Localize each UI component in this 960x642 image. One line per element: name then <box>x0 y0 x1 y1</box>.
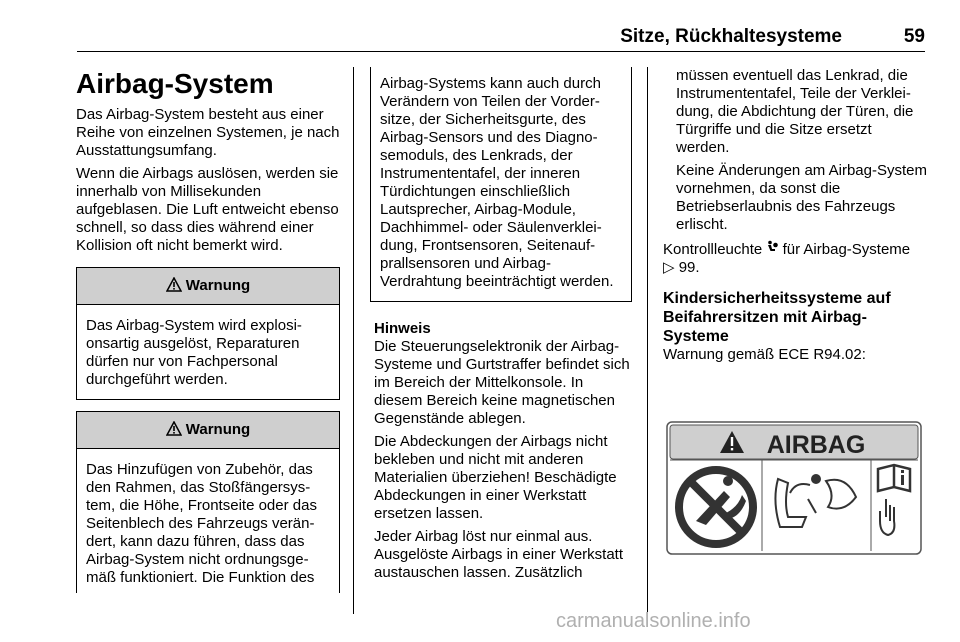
warning-text-2: Das Hinzufügen von Zubehör, das den Rahmen, das Stoßfängersystem, die Höhe, Frontseite oder das Seitenblech des Fahrzeugs verändert, kann dazu führen, dass das Airbag-System nicht ordnungsgemäß funktioniert. Die Funktion des <box>86 461 317 586</box>
paragraph-ece: Warnung gemäß ECE R94.02: <box>663 346 866 363</box>
warning-label: Warnung <box>185 421 251 438</box>
warning-triangle-icon <box>166 421 182 440</box>
page-ref[interactable]: 99. <box>678 259 700 276</box>
paragraph-indicator <box>663 240 927 277</box>
warning-text-continued: Airbag-Systems kann auch durch Verändern von Teilen der Vordersitze, der Sicherheitsgurte, des Airbag-Sensors und des Diagnosemoduls, des Lenkrads, der Instrumententafel, der inneren Türdichtungen einschließlich Lautsprecher, Airbag-Module, Dachhimmel- oder Säulenverkleidung, Frontsensoren, Seitenaufprallsensoren und Airbag-Verdrahtung beeinträchtigt werden. <box>380 75 614 290</box>
column-2 <box>370 67 632 582</box>
paragraph-intro: Das Airbag-System besteht aus einer Reihe von einzelnen Systemen, je nach Ausstattungsumfang. <box>76 106 340 159</box>
page-ref-icon: ▷ <box>663 259 675 276</box>
page-number: 59 <box>903 26 925 47</box>
warning-box-continued <box>370 67 632 302</box>
column-3 <box>663 67 927 364</box>
warning-box-2 <box>76 411 340 593</box>
warning-box-1 <box>76 267 340 400</box>
column-divider-1 <box>353 67 354 614</box>
airbag-indicator-icon <box>766 241 782 258</box>
header-title: Sitze, Rückhaltesysteme <box>620 26 842 47</box>
header-rule <box>77 51 925 52</box>
note-label: Hinweis <box>374 320 431 337</box>
warning-header <box>77 412 339 449</box>
section-title: Airbag-System <box>76 68 274 99</box>
subsection-title: Kindersicherheitssysteme auf Beifahrersitzen mit Airbag-Systeme <box>663 290 891 345</box>
watermark: carmanualsonline.info <box>556 610 751 632</box>
paragraph-inflation: Wenn die Airbags auslösen, werden sie innerhalb von Millisekunden aufgeblasen. Die Luft entweicht ebenso schnell, so dass dies während einer Kollision oft nicht bemerkt wird. <box>76 165 339 254</box>
column-1 <box>76 67 340 593</box>
warning-label: Warnung <box>185 277 251 294</box>
paragraph-parts: müssen eventuell das Lenkrad, die Instrumententafel, Teile der Verkleidung, die Abdichtung der Türen, die Türgriffe und die Sitze ersetzt werden. <box>676 67 914 156</box>
paragraph-no-changes: Keine Änderungen am Airbag-System vornehmen, da sonst die Betriebserlaubnis des Fahrzeugs erlischt. <box>676 162 927 233</box>
indicator-label: Kontrollleuchte <box>663 241 763 258</box>
warning-triangle-icon <box>166 277 182 296</box>
paragraph-replace: Jeder Airbag löst nur einmal aus. Ausgelöste Airbags in einer Werkstatt austauschen lassen. Zusätzlich <box>374 528 624 581</box>
warning-text-1: Das Airbag-System wird explosionsartig ausgelöst, Reparaturen dürfen nur von Fachpersonal durchgeführt werden. <box>86 317 302 388</box>
note-text: Die Steuerungselektronik der Airbag-Systeme und Gurtstraffer befindet sich im Bereich der Mittelkonsole. In diesem Bereich keine magnetischen Gegenstände ablegen. <box>374 338 630 427</box>
warning-header <box>77 268 339 305</box>
airbag-warning-label-figure <box>666 421 922 555</box>
indicator-text: für Airbag-Systeme <box>782 241 911 258</box>
paragraph-covers: Die Abdeckungen der Airbags nicht bekleben und nicht mit anderen Materialien überziehen! Beschädigte Abdeckungen in einer Werkstatt ersetzen lassen. <box>374 433 617 522</box>
column-divider-2 <box>647 67 648 614</box>
label-airbag-text: AIRBAG <box>766 431 866 459</box>
